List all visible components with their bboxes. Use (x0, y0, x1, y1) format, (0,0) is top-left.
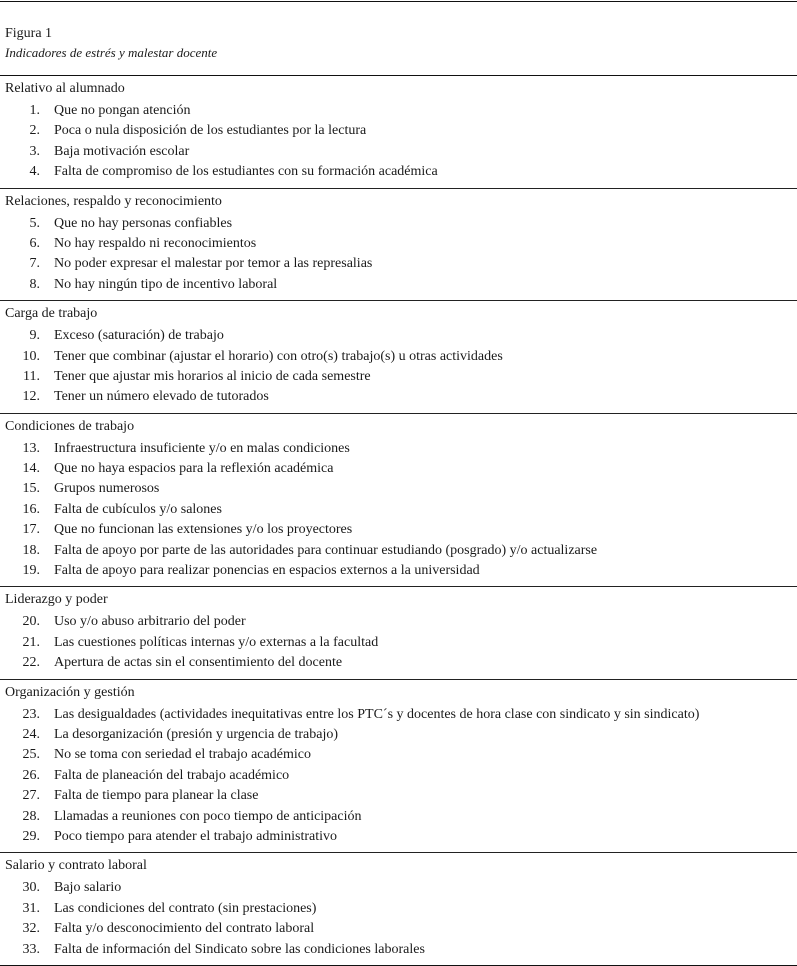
item-number: 6. (29, 235, 40, 251)
item-text: No hay ningún tipo de incentivo laboral (54, 276, 278, 292)
item-text: Que no funcionan las extensiones y/o los proyectores (54, 522, 353, 538)
table-row (0, 500, 797, 520)
item-number: 29. (22, 828, 40, 844)
table-row (0, 633, 797, 653)
table-row (0, 899, 797, 919)
item-text: Falta de cubículos y/o salones (54, 501, 222, 517)
item-number: 11. (23, 368, 40, 384)
table-section (0, 587, 797, 679)
item-number: 22. (22, 655, 40, 671)
item-number: 8. (29, 276, 40, 292)
section-header: Relaciones, respaldo y reconocimiento (5, 193, 222, 209)
table-row (0, 142, 797, 162)
table-row (0, 878, 797, 898)
table-row (0, 725, 797, 745)
section-header: Salario y contrato laboral (5, 858, 147, 874)
table-row (0, 121, 797, 141)
item-text: Falta y/o desconocimiento del contrato laboral (54, 921, 315, 937)
item-number: 15. (22, 481, 40, 497)
item-number: 30. (22, 880, 40, 896)
item-text: Las cuestiones políticas internas y/o externas a la facultad (54, 634, 379, 650)
table-row (0, 275, 797, 295)
item-text: Las desigualdades (actividades inequitativas entre los PTC´s y docentes de hora clase con sindicato y sin sindicato) (54, 706, 700, 722)
figure-label: Figura 1 (5, 26, 53, 41)
item-number: 31. (22, 900, 40, 916)
figure-title: Indicadores de estrés y malestar docente (5, 45, 218, 60)
item-text: Uso y/o abuso arbitrario del poder (54, 614, 246, 630)
item-number: 19. (22, 563, 40, 579)
item-text: Falta de planeación del trabajo académico (54, 767, 290, 783)
table-row (0, 807, 797, 827)
table-row (0, 520, 797, 540)
section-header: Relativo al alumnado (5, 81, 125, 96)
table-row (0, 827, 797, 847)
item-text: Bajo salario (54, 880, 122, 896)
section-header: Liderazgo y poder (5, 592, 108, 608)
item-number: 20. (22, 614, 40, 630)
item-text: Apertura de actas sin el consentimiento del docente (54, 655, 343, 671)
table-row (0, 561, 797, 581)
item-number: 16. (22, 501, 40, 517)
section-header: Condiciones de trabajo (5, 418, 135, 434)
item-number: 5. (29, 215, 40, 231)
item-number: 28. (22, 808, 40, 824)
item-text: Tener que combinar (ajustar el horario) con otro(s) trabajo(s) u otras actividades (54, 348, 503, 364)
item-text: Que no hay personas confiables (54, 215, 233, 231)
table-row (0, 705, 797, 725)
table-row (0, 387, 797, 407)
item-number: 17. (22, 522, 40, 538)
item-number: 13. (22, 440, 40, 456)
table-row (0, 439, 797, 459)
item-number: 18. (22, 542, 40, 558)
item-text: Poco tiempo para atender el trabajo administrativo (54, 828, 338, 844)
item-text: Falta de compromiso de los estudiantes con su formación académica (54, 164, 438, 180)
table-row (0, 347, 797, 367)
item-text: Que no haya espacios para la reflexión académica (54, 461, 334, 477)
item-text: La desorganización (presión y urgencia de trabajo) (54, 726, 339, 742)
item-number: 27. (22, 788, 40, 804)
table-section (0, 189, 797, 302)
table-row (0, 214, 797, 234)
item-text: No se toma con seriedad el trabajo académico (54, 747, 311, 763)
item-number: 3. (29, 143, 40, 159)
item-number: 2. (29, 123, 40, 139)
table-row (0, 745, 797, 765)
table-section (0, 301, 797, 414)
table-row (0, 766, 797, 786)
item-text: No poder expresar el malestar por temor a las represalias (54, 256, 373, 272)
item-number: 23. (22, 706, 40, 722)
item-number: 14. (22, 461, 40, 477)
item-text: Las condiciones del contrato (sin prestaciones) (54, 900, 317, 916)
table-row (0, 234, 797, 254)
item-text: Exceso (saturación) de trabajo (54, 328, 224, 344)
table-section (0, 414, 797, 588)
table-row (0, 786, 797, 806)
item-text: Llamadas a reuniones con poco tiempo de anticipación (54, 808, 362, 824)
item-number: 25. (22, 747, 40, 763)
section-header: Organización y gestión (5, 684, 135, 700)
table-section (0, 76, 797, 189)
table-row (0, 162, 797, 182)
item-number: 1. (29, 103, 40, 118)
table-row (0, 919, 797, 939)
item-number: 24. (22, 726, 40, 742)
table-row (0, 254, 797, 274)
item-text: No hay respaldo ni reconocimientos (54, 235, 257, 251)
indicators-table (0, 75, 797, 966)
table-row (0, 101, 797, 121)
item-text: Falta de apoyo para realizar ponencias en espacios externos a la universidad (54, 563, 480, 579)
item-text: Falta de información del Sindicato sobre las condiciones laborales (54, 941, 425, 957)
item-text: Poca o nula disposición de los estudiantes por la lectura (54, 123, 367, 139)
section-header: Carga de trabajo (5, 306, 98, 322)
table-row (0, 541, 797, 561)
item-text: Que no pongan atención (54, 103, 191, 118)
item-number: 21. (22, 634, 40, 650)
item-text: Grupos numerosos (54, 481, 160, 497)
table-section (0, 680, 797, 854)
item-text: Falta de tiempo para planear la clase (54, 788, 259, 804)
item-text: Tener que ajustar mis horarios al inicio de cada semestre (54, 368, 371, 384)
figure-caption (5, 24, 217, 62)
item-number: 32. (22, 921, 40, 937)
item-number: 9. (29, 328, 40, 344)
item-text: Infraestructura insuficiente y/o en malas condiciones (54, 440, 350, 456)
item-number: 33. (22, 941, 40, 957)
table-row (0, 653, 797, 673)
item-text: Baja motivación escolar (54, 143, 190, 159)
item-text: Falta de apoyo por parte de las autoridades para continuar estudiando (posgrado) y/o actualizarse (54, 542, 598, 558)
item-number: 12. (22, 389, 40, 405)
table-row (0, 326, 797, 346)
item-text: Tener un número elevado de tutorados (54, 389, 269, 405)
table-row (0, 479, 797, 499)
table-row (0, 459, 797, 479)
table-row (0, 940, 797, 960)
item-number: 7. (29, 256, 40, 272)
top-rule (0, 1, 797, 2)
item-number: 4. (29, 164, 40, 180)
table-row (0, 367, 797, 387)
table-row (0, 612, 797, 632)
item-number: 26. (22, 767, 40, 783)
table-section (0, 853, 797, 966)
item-number: 10. (22, 348, 40, 364)
